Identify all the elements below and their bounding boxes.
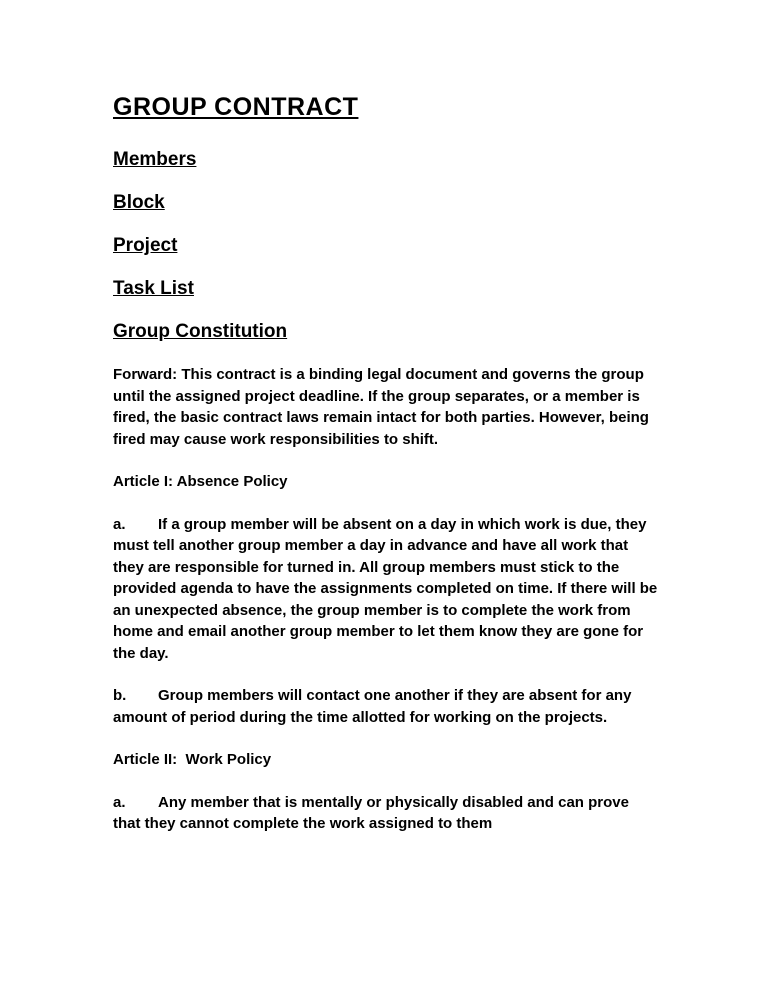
article-1-item-a — [113, 514, 662, 665]
article-2-heading: Article II: Work Policy — [113, 751, 272, 768]
document-content — [113, 93, 662, 856]
heading-task-list: Task List — [113, 278, 194, 299]
article-2-item-a — [113, 792, 658, 835]
article-1-item-b — [113, 685, 658, 728]
article-1-item-a-letter: a. — [113, 515, 126, 533]
article-2-item-a-text: Any member that is mentally or physically disabled and can prove that they cannot complete the work assigned to them — [113, 793, 634, 832]
document-title: GROUP CONTRACT — [113, 93, 359, 121]
article-1-item-b-letter: b. — [113, 687, 127, 704]
article-1-heading: Article I: Absence Policy — [113, 473, 288, 490]
heading-group-constitution: Group Constitution — [113, 321, 288, 342]
heading-members: Members — [113, 149, 197, 170]
article-1-item-a-text: If a group member will be absent on a day in which work is due, they must tell another group member a day in advance and have all work that they are responsible for turned in. All group members must stick to the provided agenda to have the assignments completed on time. If there will be an unexpected absence, the group member is to complete the work from home and email another group member to let them know they are gone for the day. — [113, 515, 662, 662]
article-2-item-a-letter: a. — [113, 793, 126, 811]
forward-paragraph: Forward: This contract is a binding legal document and governs the group until the assigned project deadline. If the group separates, or a member is fired, the basic contract laws remain intact for both parties. However, being fired may cause work responsibilities to shift. — [113, 366, 654, 448]
article-1-item-b-text: Group members will contact one another if they are absent for any amount of period during the time allotted for working on the projects. — [113, 687, 636, 726]
heading-block: Block — [113, 192, 165, 213]
heading-project: Project — [113, 235, 178, 256]
